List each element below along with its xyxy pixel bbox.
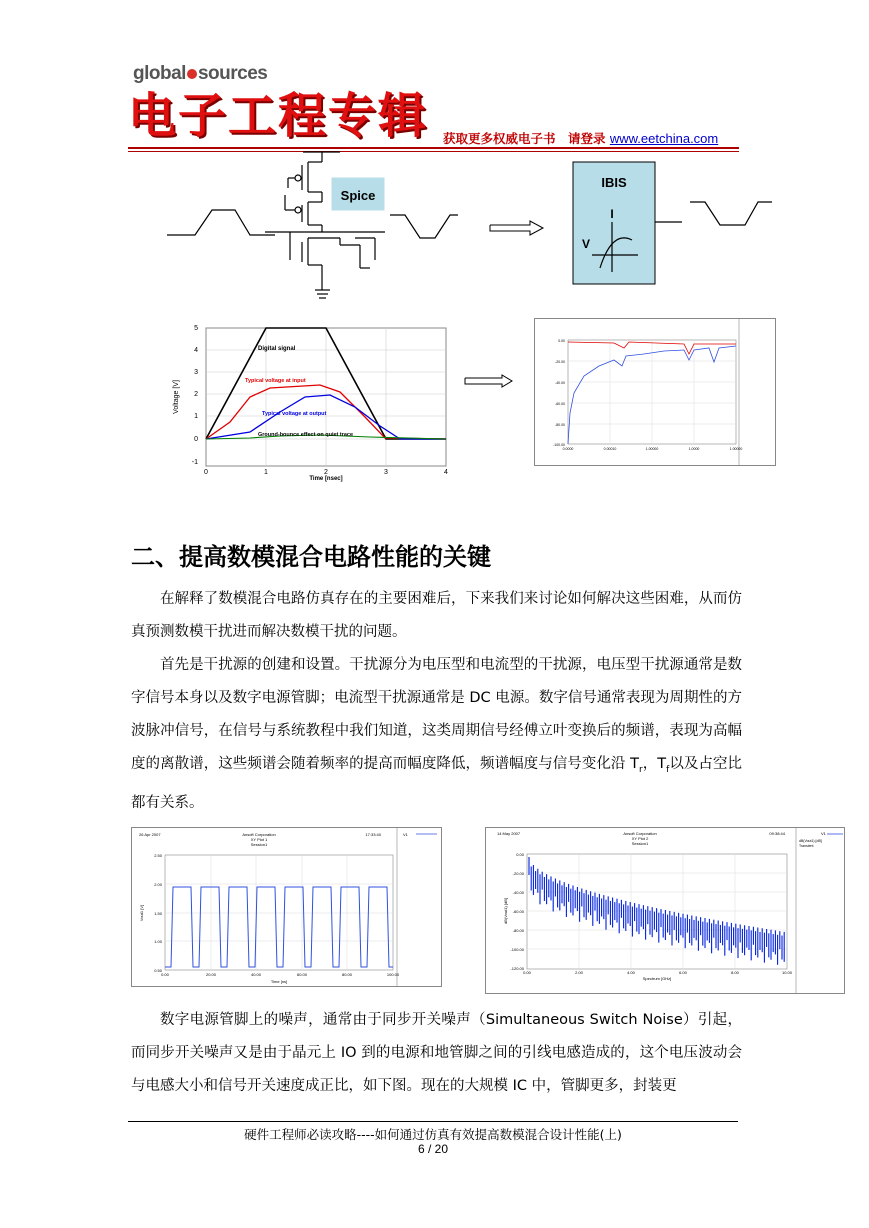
chart-date: 14 May 2007 [497, 831, 521, 836]
y-tick: -60.00 [555, 402, 565, 406]
x-tick: 1 [264, 469, 268, 476]
spice-to-ibis-diagram [160, 150, 780, 300]
arrow-icon [464, 374, 514, 388]
y-tick: -100.00 [553, 443, 565, 447]
chart-company: Ansoft Corporation [623, 831, 657, 836]
input-voltage-label: Typical voltage at input [245, 378, 306, 384]
x-tick: 4 [444, 469, 448, 476]
x-tick: 0.00 [523, 970, 531, 975]
footer-title: 硬件工程师必读攻略----如何通过仿真有效提高数模混合设计性能(上) [244, 1127, 622, 1142]
x-tick: 100.00 [386, 972, 400, 977]
v-label: V [581, 237, 591, 251]
y-axis-label: Voltage [V] [173, 380, 180, 414]
y-tick: 1.00 [154, 939, 162, 944]
y-tick: 0.50 [154, 968, 162, 973]
header-rule [128, 147, 739, 149]
y-tick: -60.00 [512, 909, 524, 914]
x-tick: 80.00 [341, 972, 353, 977]
y-tick: 2 [194, 391, 198, 398]
chart-time: 17:33:40 [365, 832, 381, 837]
chart-plot-name: XY Plot 2 [631, 836, 649, 841]
y-tick: 1 [194, 413, 198, 420]
chart-legend: V1 [403, 832, 408, 837]
y-tick: 2.50 [154, 853, 162, 858]
chart-company: Ansoft Corporation [242, 832, 276, 837]
chart-date: 26 Apr 2007 [139, 832, 161, 837]
paragraph-3: 数字电源管脚上的噪声，通常由于同步开关噪声（Simultaneous Switch Noise）引起，而同步开关噪声又是由于晶元上 IO 到的电源和地管脚之间的引线电感造成的，这个电压波动会与电感大小和信号开关速度成正比，如下图。现在的大规模 IC 中，管脚更多，封装更 [131, 1012, 742, 1094]
x-tick: 60.00 [296, 972, 308, 977]
x-tick: 4.00 [627, 970, 635, 975]
digital-signal-label: Digital signal [258, 346, 296, 352]
x-tick: 1.00000 [645, 447, 659, 451]
logo-main: 电子工程专辑 [128, 88, 429, 144]
y-axis-label: dB(Vout1) [dB] [503, 897, 508, 925]
y-tick: 3 [194, 369, 198, 376]
chart-legend-sub2: Transient [799, 844, 814, 848]
output-waveform-1 [390, 215, 458, 238]
y-tick: 4 [194, 347, 198, 354]
spectrum-chart [485, 827, 845, 994]
y-tick: -20.00 [555, 360, 565, 364]
x-tick: 0.0000 [562, 447, 574, 451]
chart-session: Session1 [631, 841, 649, 846]
square-wave-chart [131, 827, 442, 987]
y-tick: -20.00 [512, 871, 524, 876]
spice-label: Spice [340, 188, 376, 203]
output-waveform-2 [690, 202, 772, 225]
x-tick: 40.00 [250, 972, 262, 977]
x-axis-label: Time [ns] [270, 979, 288, 984]
section-title: 二、提高数模混合电路性能的关键 [131, 543, 491, 571]
page-number: 6 / 20 [417, 1142, 449, 1156]
chart-legend-sub: dB(Vout1) [dB] [799, 839, 822, 843]
voltage-chart [170, 322, 452, 482]
x-tick: 0.00010 [603, 447, 617, 451]
y-tick: 5 [194, 325, 198, 332]
x-tick: 1.0000 [688, 447, 700, 451]
chart-session: Session1 [250, 842, 268, 847]
paragraph-1: 在解释了数模混合电路仿真存在的主要困难后，下来我们来讨论如何解决这些困难，从而仿真预测数模干扰进而解决数模干扰的问题。 [131, 591, 742, 640]
y-tick: 0.00 [558, 339, 565, 343]
x-tick: 2 [324, 469, 328, 476]
x-axis-label: Spectrum [GHz] [642, 976, 672, 981]
ibis-label: IBIS [601, 175, 627, 190]
x-tick: 0.00 [161, 972, 169, 977]
arrow-icon [490, 221, 543, 235]
ground-bounce-label: Ground-bounce effect on quiet trace [258, 432, 354, 438]
y-tick: -40.00 [555, 381, 565, 385]
y-axis-label: Vout1 [V] [139, 904, 144, 922]
impedance-chart [534, 318, 776, 466]
chart-plot-name: XY Plot 1 [250, 837, 268, 842]
y-tick: 0.00 [516, 852, 524, 857]
x-tick: 20.00 [205, 972, 217, 977]
y-tick: -80.00 [512, 928, 524, 933]
x-tick: 8.00 [731, 970, 739, 975]
y-tick: -40.00 [512, 890, 524, 895]
input-waveform [167, 210, 275, 235]
y-tick: -100.00 [510, 947, 524, 952]
x-tick: 1.00000 [729, 447, 743, 451]
transistor-schematic [265, 152, 385, 298]
y-tick: -80.00 [555, 423, 565, 427]
eetchina-link[interactable]: www.eetchina.com [609, 131, 719, 146]
x-tick: 3 [384, 469, 388, 476]
y-tick: -120.00 [510, 966, 524, 971]
y-tick: 2.00 [154, 882, 162, 887]
x-tick: 0 [204, 469, 208, 476]
x-tick: 10.00 [781, 970, 793, 975]
output-voltage-label: Typical voltage at output [262, 411, 327, 417]
logo-dot-icon [187, 69, 197, 79]
logo-global: global sources [133, 63, 268, 84]
header-promo: 获取更多权威电子书 请登录 www.eetchina.com [443, 131, 719, 146]
chart-legend: V1 [821, 831, 826, 836]
y-tick: 1.50 [154, 911, 162, 916]
x-tick: 2.00 [575, 970, 583, 975]
y-tick: 0 [194, 436, 198, 443]
x-tick: 6.00 [679, 970, 687, 975]
chart-time: 09:38:44 [769, 831, 785, 836]
x-axis-label: Time [nsec] [309, 476, 343, 482]
y-tick: -1 [191, 459, 198, 466]
i-label: I [610, 207, 614, 221]
paragraph-2: 首先是干扰源的创建和设置。干扰源分为电压型和电流型的干扰源，电压型干扰源通常是数字信号本身以及数字电源管脚；电流型干扰源通常是 DC 电源。数字信号通常表现为周期性的方波脉冲信号，在信号与系统教程中我们知道，这类周期信号经傅立叶变换后的频谱，表现为高幅度的离散谱，这些频谱会随着频率的提高而幅度降低，频谱幅度与信号变化沿 $T_r$，$T_f$以及占空比都有关系。 [131, 657, 743, 811]
footer-rule [128, 1121, 738, 1122]
